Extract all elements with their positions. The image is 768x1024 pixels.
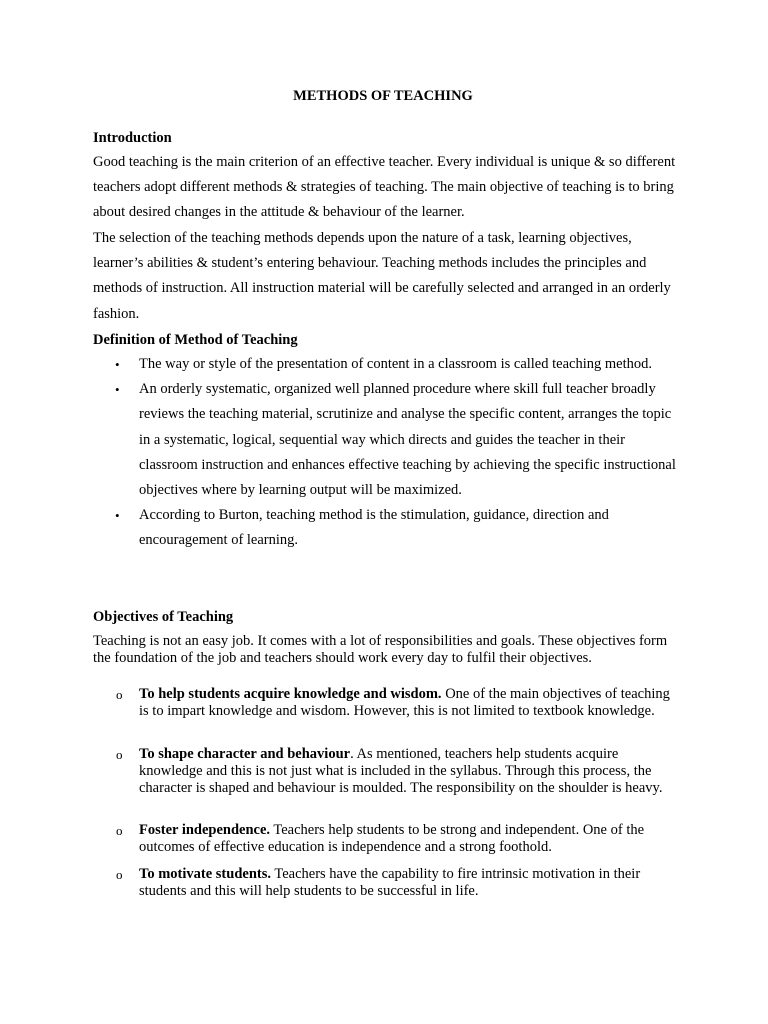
list-item <box>93 686 683 720</box>
bullet-icon: • <box>115 357 120 372</box>
objectives-intro: Teaching is not an easy job. It comes with a lot of responsibilities and goals. These objectives form the foundation of the job and teachers should work every day to fulfil their objectives. <box>93 633 668 666</box>
list-item-text: According to Burton, teaching method is the stimulation, guidance, direction and encouragement of learning. <box>139 507 609 549</box>
definition-list <box>93 352 683 554</box>
list-item-bold-lead: To motivate students. <box>139 866 271 882</box>
circle-bullet-icon: o <box>116 747 123 762</box>
circle-bullet-icon: o <box>116 867 123 882</box>
list-item-bold-lead: To help students acquire knowledge and wisdom. <box>139 686 442 702</box>
bullet-icon: • <box>115 382 120 398</box>
list-item <box>93 503 683 553</box>
list-item <box>93 866 683 900</box>
introduction-heading: Introduction <box>93 130 172 146</box>
list-item <box>93 746 683 797</box>
list-item-text: . As mentioned, teachers help students acquire knowledge and this is not just what is included in the syllabus. Through this process, the character is shaped and behaviour is moulded. The responsibility on the shoulder is heavy. <box>139 746 663 796</box>
list-item-text: An orderly systematic, organized well planned procedure where skill full teacher broadly reviews the teaching material, scrutinize and analyse the specific content, arranges the topic in a systematic, logical, sequential way which directs and guides the teacher in their classroom instruction and enhances effective teaching by achieving the specific instructional objectives where by learning output will be maximized. <box>139 381 676 499</box>
list-item <box>93 822 683 856</box>
circle-bullet-icon: o <box>116 687 123 702</box>
list-item <box>93 352 683 377</box>
list-item-bold-lead: To shape character and behaviour <box>139 746 351 762</box>
list-item-text: The way or style of the presentation of content in a classroom is called teaching method. <box>139 356 652 372</box>
introduction-paragraph-1: Good teaching is the main criterion of an effective teacher. Every individual is unique & so different teachers adopt different methods & strategies of teaching. The main objective of teaching is to bring about desired changes in the attitude & behaviour of the learner. <box>93 154 676 221</box>
list-item-text: Teachers help students to be strong and independent. One of the outcomes of effective education is independence and a strong foothold. <box>139 822 645 855</box>
definition-heading: Definition of Method of Teaching <box>93 332 298 348</box>
objectives-heading: Objectives of Teaching <box>93 609 234 625</box>
document-title: METHODS OF TEACHING <box>293 88 473 104</box>
list-item-bold-lead: Foster independence. <box>139 822 271 838</box>
list-item <box>93 377 683 503</box>
list-item-text: Teachers have the capability to fire intrinsic motivation in their students and this will help students to be successful in life. <box>139 866 641 899</box>
circle-bullet-icon: o <box>116 823 123 838</box>
list-item-text: One of the main objectives of teaching is to impart knowledge and wisdom. However, this is not limited to textbook knowledge. <box>139 686 670 719</box>
bullet-icon: • <box>115 508 120 524</box>
introduction-paragraph-2: The selection of the teaching methods depends upon the nature of a task, learning objectives, learner’s abilities & student’s entering behaviour. Teaching methods includes the principles and methods of instruction. All instruction material will be carefully selected and arranged in an orderly fashion. <box>93 230 671 322</box>
